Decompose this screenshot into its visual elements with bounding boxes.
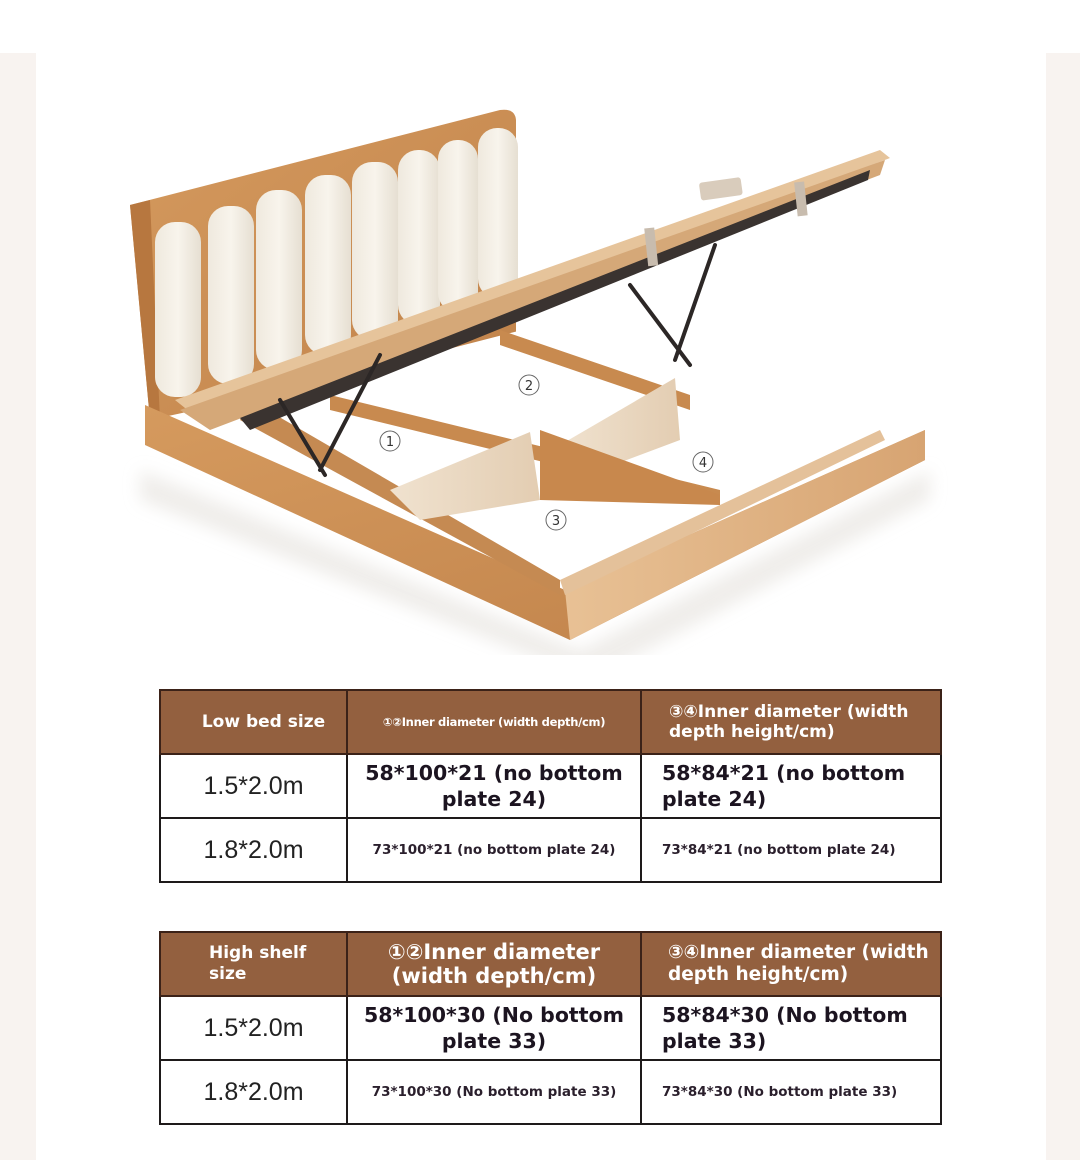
table-row bbox=[160, 996, 941, 1060]
header-size: Low bed size bbox=[160, 690, 347, 754]
table-header-row bbox=[160, 932, 941, 996]
header-inner-12: ①②Inner diameter (width depth/cm) bbox=[347, 690, 641, 754]
table-row bbox=[160, 818, 941, 882]
cell-inner-12: 58*100*30 (No bottom plate 33) bbox=[347, 996, 641, 1060]
svg-text:2: 2 bbox=[524, 379, 534, 394]
cell-inner-34: 58*84*21 (no bottom plate 24) bbox=[641, 754, 941, 818]
table-header-row bbox=[160, 690, 941, 754]
cell-size: 1.5*2.0m bbox=[160, 754, 347, 818]
high-shelf-size-table bbox=[159, 931, 942, 1125]
cell-size: 1.5*2.0m bbox=[160, 996, 347, 1060]
header-size: High shelf size bbox=[160, 932, 347, 996]
low-bed-size-table bbox=[159, 689, 942, 883]
cell-inner-34: 73*84*30 (No bottom plate 33) bbox=[641, 1060, 941, 1124]
header-inner-12: ①②Inner diameter (width depth/cm) bbox=[347, 932, 641, 996]
cell-inner-12: 73*100*21 (no bottom plate 24) bbox=[347, 818, 641, 882]
cell-inner-12: 58*100*21 (no bottom plate 24) bbox=[347, 754, 641, 818]
cell-size: 1.8*2.0m bbox=[160, 1060, 347, 1124]
svg-text:1: 1 bbox=[385, 435, 395, 450]
storage-bed-image bbox=[110, 95, 950, 655]
cell-inner-12: 73*100*30 (No bottom plate 33) bbox=[347, 1060, 641, 1124]
svg-text:4: 4 bbox=[698, 456, 708, 471]
left-side-strip bbox=[0, 53, 36, 1160]
table-row bbox=[160, 754, 941, 818]
header-inner-34: ③④Inner diameter (width depth height/cm) bbox=[641, 690, 941, 754]
svg-text:3: 3 bbox=[551, 514, 561, 529]
table-row bbox=[160, 1060, 941, 1124]
cell-inner-34: 73*84*21 (no bottom plate 24) bbox=[641, 818, 941, 882]
cell-inner-34: 58*84*30 (No bottom plate 33) bbox=[641, 996, 941, 1060]
right-side-strip bbox=[1046, 53, 1080, 1160]
cell-size: 1.8*2.0m bbox=[160, 818, 347, 882]
header-inner-34: ③④Inner diameter (width depth height/cm) bbox=[641, 932, 941, 996]
